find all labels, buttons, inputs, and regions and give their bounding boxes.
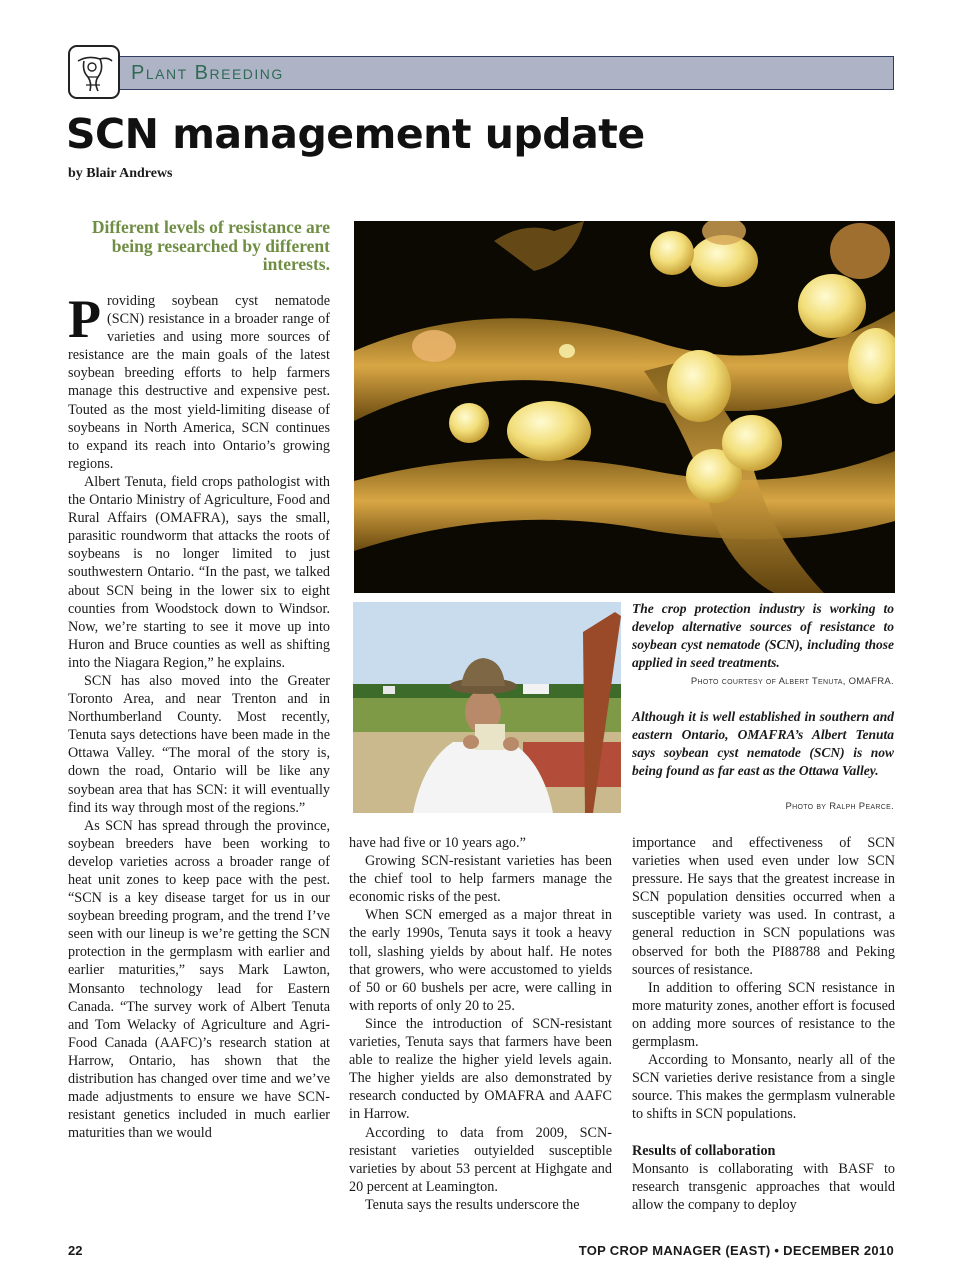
article-deck: Different levels of resistance are being researched by different interests. — [91, 217, 330, 274]
photo-credit-2: Photo by Ralph Pearce. — [785, 801, 894, 812]
page-number: 22 — [68, 1243, 83, 1258]
publication-footer: TOP CROP MANAGER (EAST) • DECEMBER 2010 — [578, 1243, 894, 1258]
section-label: Plant Breeding — [131, 62, 284, 84]
photo-caption-1: The crop protection industry is working to develop alternative sources of resistance to soybean cyst nematode (SCN), including those applied in seed treatments. — [632, 601, 894, 670]
nematode-cyst-photo — [354, 221, 895, 593]
body-paragraph: Albert Tenuta, field crops pathologist with the Ontario Ministry of Agriculture, Food and Rural Affairs (OMAFRA), says the small, parasitic roundworm that attacks the roots of soybeans is no longer limited to just southwestern Ontario. “In the past, we talked about SCN being in the lower six to eight counties from Woodstock down to Windsor. Now, we’re starting to see it move up into Huron and Bruce counties as well as shifting into the Niagara Region,” he explains. — [68, 473, 330, 671]
article-title: SCN management update — [66, 110, 645, 158]
body-column-1 — [68, 292, 330, 1232]
body-paragraph: In addition to offering SCN resistance in more maturity zones, another effort is focused on adding more sources of resistance to the germplasm. — [632, 979, 895, 1051]
body-paragraph: have had five or 10 years ago.” — [349, 835, 526, 851]
body-paragraph: Providing soybean cyst nematode (SCN) resistance in a broader range of varieties and using more sources of resistance are the main goals of the latest soybean breeding efforts to help farmers manage this destructive and expensive pest. Touted as the most yield-limiting disease of soybeans in North America, SCN continues to expand its reach into Ontario’s growing regions. — [68, 292, 330, 472]
photo-caption-2: Although it is well established in southern and eastern Ontario, OMAFRA’s Albert Tenuta says soybean cyst nematode (SCN) is now being found as far east as the Ottawa Valley. — [632, 709, 894, 778]
body-paragraph: According to Monsanto, nearly all of the SCN varieties derive resistance from a single source. This makes the germplasm vulnerable to shifts in SCN populations. — [632, 1052, 895, 1123]
body-column-2 — [349, 834, 612, 1232]
photo-credit-1: Photo courtesy of Albert Tenuta, OMAFRA. — [690, 676, 894, 687]
body-paragraph: Monsanto is collaborating with BASF to research transgenic approaches that would allow the company to deploy — [632, 1160, 895, 1213]
body-paragraph: Tenuta says the results underscore the — [365, 1196, 580, 1213]
subhead: Results of collaboration — [632, 1142, 776, 1159]
body-paragraph: Growing SCN-resistant varieties has been the chief tool to help farmers manage the economic risks of the pest. — [349, 853, 612, 906]
body-column-3 — [632, 834, 895, 1232]
body-paragraph: As SCN has spread through the province, soybean breeders have been working to develop varieties across a broader range of heat unit zones to keep pace with the pest. “SCN is a key disease target for us in our soybean breeding program, and the trend I’ve seen with our lineup is we’re getting the SCN protection in the germplasm with earlier and earlier maturities,” says Mark Lawton, Monsanto technology lead for Eastern Canada. “The survey work of Albert Tenuta and Tom Welacky of Agriculture and Agri-Food Canada (AAFC)’s research station at Harrow, Ontario, has shown that the distribution has changed over time and we’ve made adjustments to ensure we have SCN-resistant genetics included in much earlier maturities than we would — [68, 817, 330, 1142]
field-portrait-photo — [353, 602, 621, 813]
body-paragraph: SCN has also moved into the Greater Toronto Area, and near Trenton and in Northumberland County. Most recently, Tenuta says detections have been made in the Ottawa Valley. “The moral of the story is, down the road, Ontario will be like any soybean area that has SCN: it will eventually find its way through most of the regions.” — [68, 672, 330, 816]
body-paragraph: Since the introduction of SCN-resistant varieties, Tenuta says that farmers have been able to realize the higher yield levels again. The higher yields are also demonstrated by research conducted by OMAFRA and AAFC in Harrow. — [349, 1015, 612, 1123]
byline: by Blair Andrews — [68, 166, 173, 181]
body-paragraph: According to data from 2009, SCN-resistant varieties outyielded susceptible varieties by about 53 percent at Highgate and 20 percent at Leamington. — [349, 1124, 612, 1195]
section-bar — [68, 56, 894, 90]
body-paragraph: When SCN emerged as a major threat in the early 1990s, Tenuta says it took a heavy toll, slashing yields by about half. He notes that growers, who were accustomed to yields of 50 or 60 bushels per acre, were calling in with reports of only 20 to 25. — [349, 907, 612, 1014]
drop-cap: P — [68, 292, 101, 349]
plant-breeding-icon — [68, 45, 120, 99]
body-paragraph: importance and effectiveness of SCN varieties when used even under low SCN pressure. He says that the greatest increase in SCN population densities occurred when a susceptible variety was used. In contrast, a general reduction in SCN populations was observed for both the PI88788 and Peking sources of resistance. — [632, 835, 895, 978]
